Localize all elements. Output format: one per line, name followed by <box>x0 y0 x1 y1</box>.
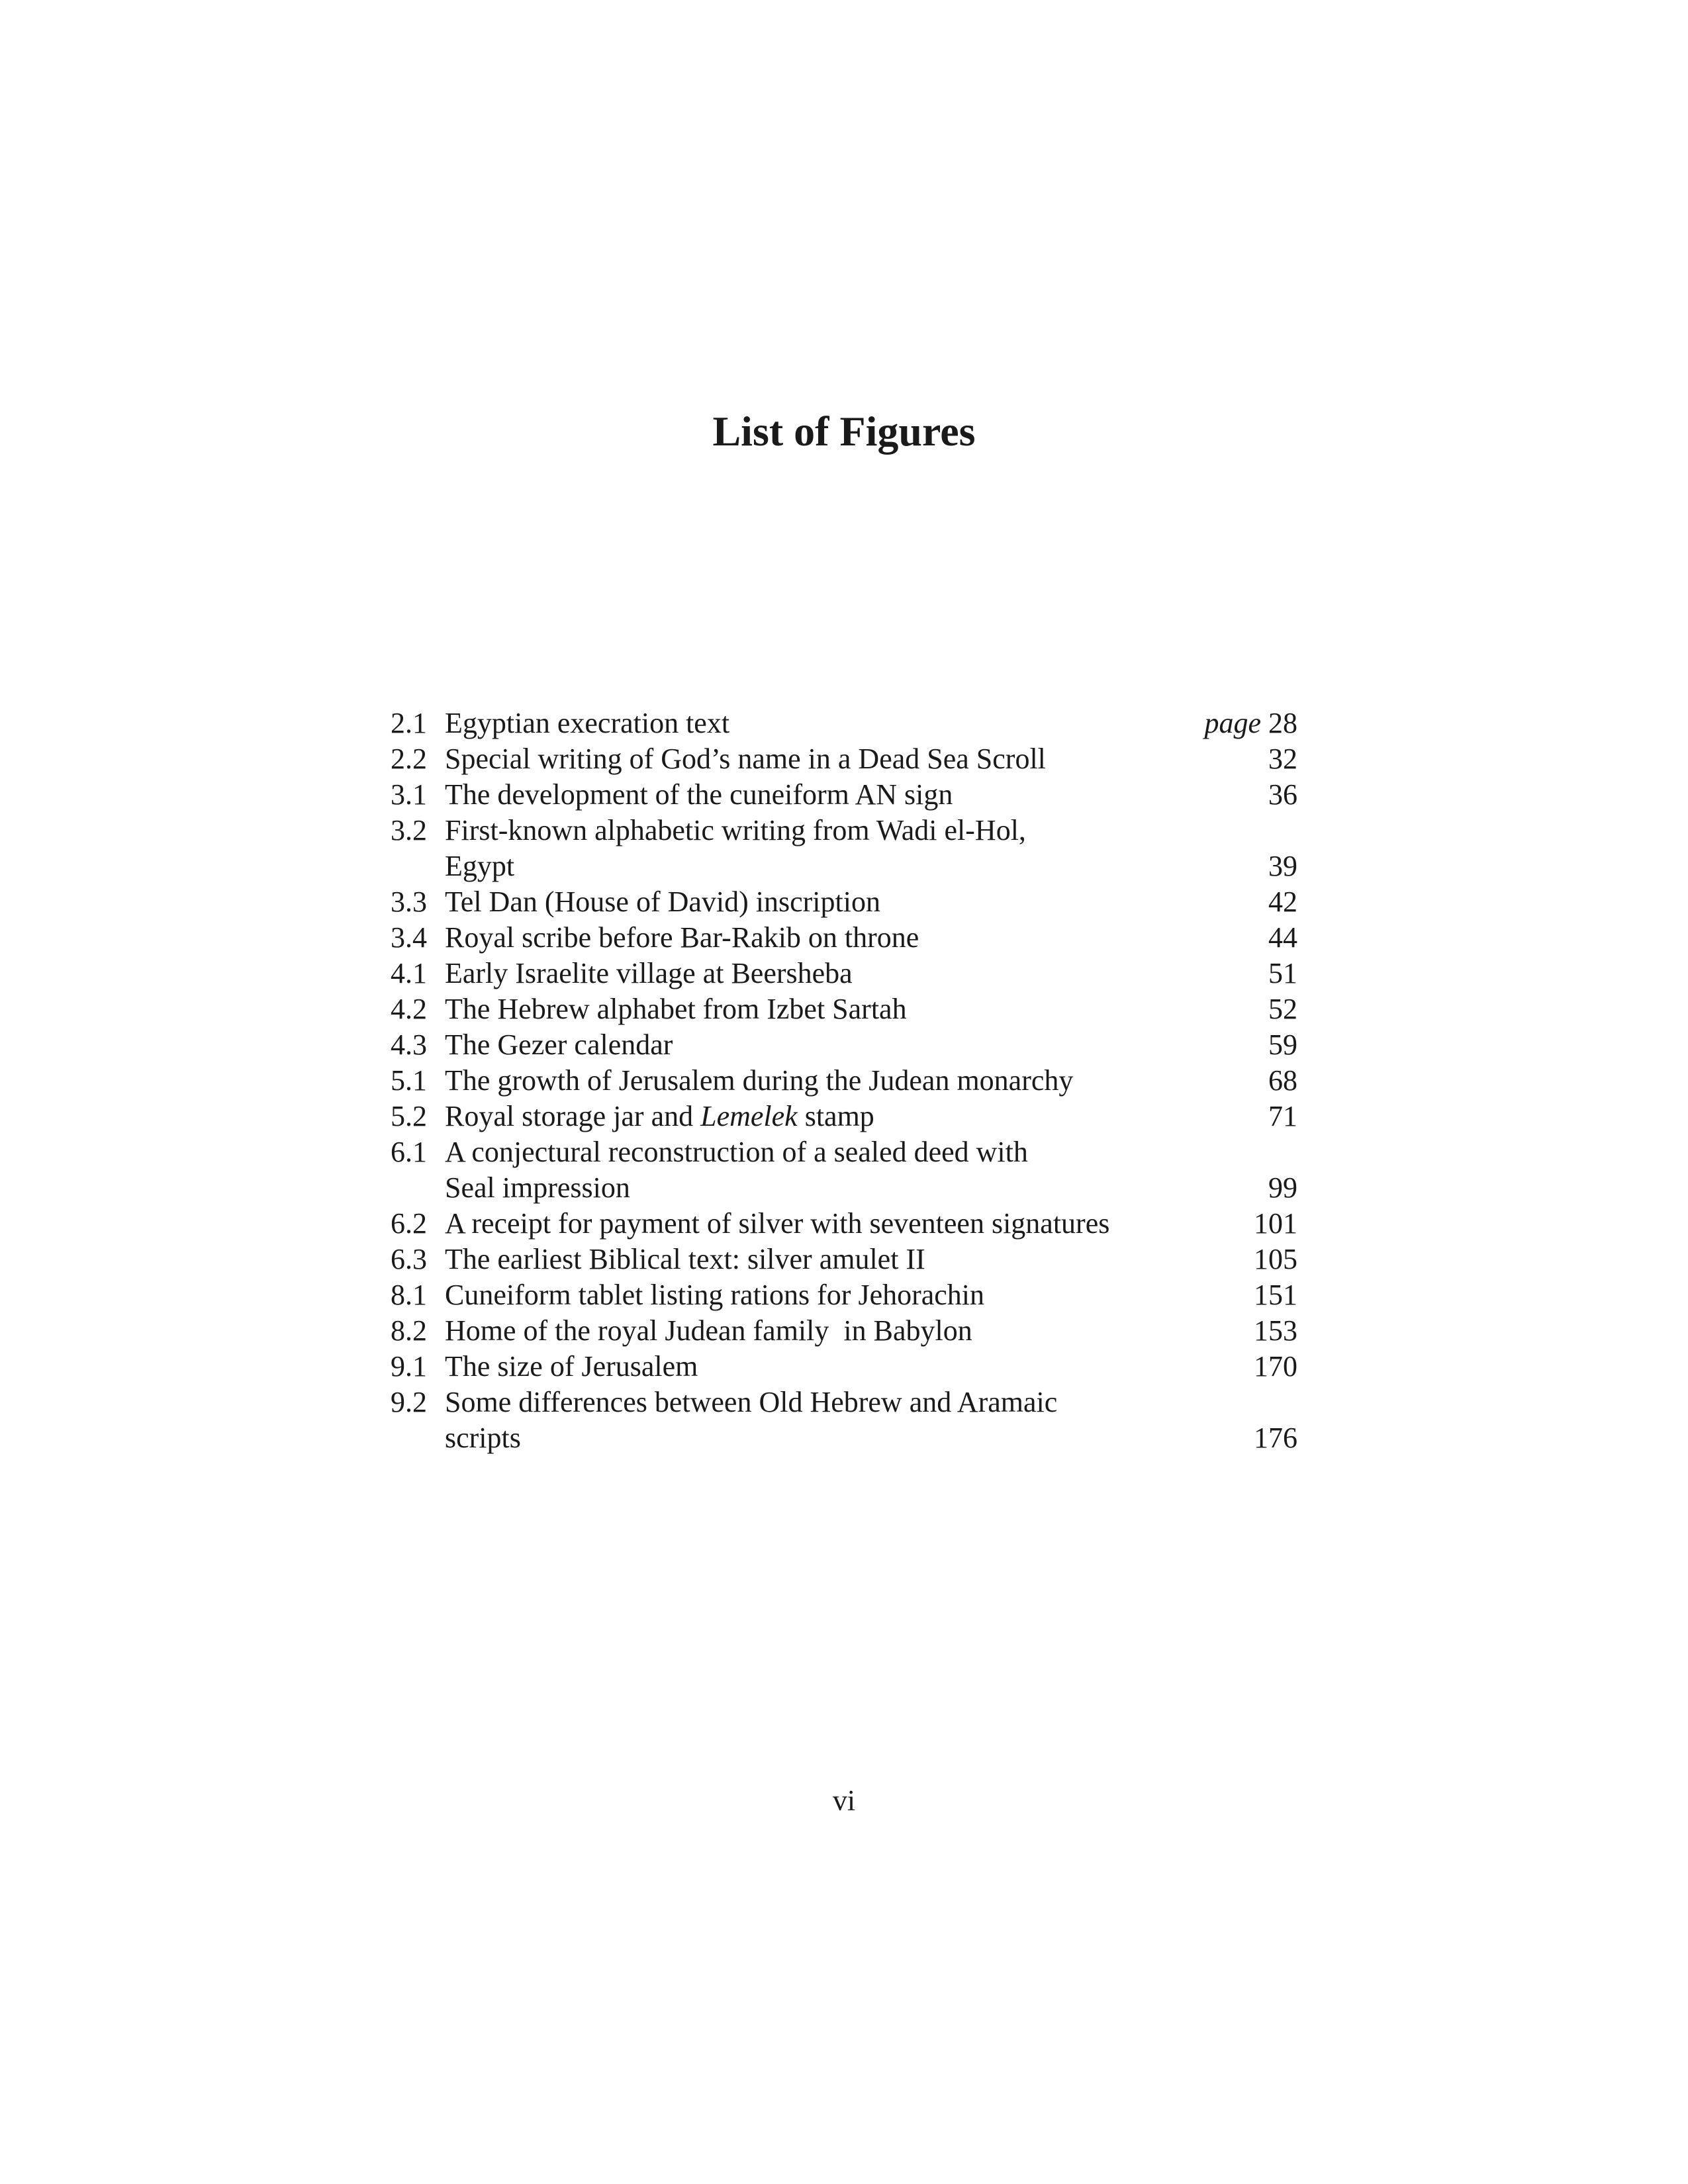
figure-title-line: The size of Jerusalem <box>445 1350 698 1383</box>
figure-entry-8-2 <box>391 1313 1297 1349</box>
figure-title-line: Special writing of God’s name in a Dead Sea Scroll <box>445 743 1046 775</box>
figure-title <box>445 777 1268 813</box>
figure-title <box>445 1134 1268 1206</box>
figure-number: 5.1 <box>391 1064 427 1097</box>
figure-page: 101 <box>1254 1207 1297 1240</box>
figure-number: 2.2 <box>391 743 427 775</box>
figure-title-line: Egypt <box>445 850 515 882</box>
figure-title-line <box>445 1099 1255 1134</box>
figure-number: 6.2 <box>391 1207 427 1240</box>
figure-page: 51 <box>1268 957 1297 989</box>
figure-title <box>445 1349 1254 1385</box>
figure-number: 3.4 <box>391 921 427 954</box>
figure-entry-3-3 <box>391 884 1297 920</box>
page-prefix: page <box>1204 707 1261 739</box>
page-number: 28 <box>1268 707 1297 739</box>
figure-entry-4-2 <box>391 991 1297 1027</box>
figure-title <box>445 1027 1268 1063</box>
title-text-before: Royal storage jar and <box>445 1100 701 1132</box>
figure-page: 153 <box>1254 1314 1297 1347</box>
figure-page: 42 <box>1268 886 1297 918</box>
figure-entry-3-1 <box>391 777 1297 813</box>
figure-page: 151 <box>1254 1279 1297 1311</box>
figure-number: 9.2 <box>391 1386 427 1418</box>
figure-page: 71 <box>1268 1100 1297 1132</box>
figure-title <box>445 884 1268 920</box>
figure-title <box>445 920 1268 956</box>
figure-title <box>445 1313 1254 1349</box>
figure-page: 32 <box>1268 743 1297 775</box>
page-folio: vi <box>832 1784 856 1817</box>
figure-title <box>445 1206 1254 1242</box>
figure-page: 68 <box>1268 1064 1297 1097</box>
figure-title-line: Royal scribe before Bar-Rakib on throne <box>445 921 919 954</box>
figure-title-line: The Gezer calendar <box>445 1028 673 1061</box>
figure-title <box>445 705 1204 741</box>
figure-title-line: Early Israelite village at Beersheba <box>445 957 853 989</box>
figure-entry-2-2 <box>391 741 1297 777</box>
figure-number: 3.3 <box>391 886 427 918</box>
figure-title-line: Home of the royal Judean family in Babylon <box>445 1314 972 1347</box>
figure-title <box>445 1277 1254 1313</box>
title-text-after: stamp <box>804 1100 874 1132</box>
figure-title-line: Cuneiform tablet listing rations for Jehorachin <box>445 1279 985 1311</box>
figure-title <box>445 741 1268 777</box>
figure-title-line: Seal impression <box>445 1171 630 1204</box>
figure-entry-3-2 <box>391 813 1297 884</box>
figure-number: 2.1 <box>391 707 427 739</box>
figure-title-line: The Hebrew alphabet from Izbet Sartah <box>445 993 907 1025</box>
figure-page: 36 <box>1268 778 1297 811</box>
figure-entry-8-1 <box>391 1277 1297 1313</box>
figure-list <box>391 705 1297 1456</box>
figure-title-line: Some differences between Old Hebrew and Aramaic <box>445 1386 1058 1418</box>
figure-title-line: The development of the cuneiform AN sign <box>445 778 953 811</box>
figure-entry-4-3 <box>391 1027 1297 1063</box>
figure-title <box>445 813 1268 884</box>
figure-title <box>445 1063 1268 1099</box>
figure-title-line: A receipt for payment of silver with seventeen signatures <box>445 1207 1110 1240</box>
figure-page: 39 <box>1268 850 1297 882</box>
figure-entry-6-1 <box>391 1134 1297 1206</box>
figure-number: 4.1 <box>391 957 427 989</box>
figure-page: 170 <box>1254 1350 1297 1383</box>
figure-entry-9-1 <box>391 1349 1297 1385</box>
figure-entry-6-3 <box>391 1242 1297 1277</box>
figure-number: 3.2 <box>391 814 427 846</box>
figure-entry-4-1 <box>391 956 1297 991</box>
figure-number: 4.2 <box>391 993 427 1025</box>
figure-title <box>445 1242 1254 1277</box>
figure-number: 4.3 <box>391 1028 427 1061</box>
figure-entry-9-2 <box>391 1385 1297 1456</box>
figure-number: 3.1 <box>391 778 427 811</box>
figure-number: 8.2 <box>391 1314 427 1347</box>
figure-number: 9.1 <box>391 1350 427 1383</box>
figure-number: 5.2 <box>391 1100 427 1132</box>
title-italic-term: Lemelek <box>700 1100 798 1132</box>
figure-page: 105 <box>1254 1243 1297 1275</box>
figure-title-line: scripts <box>445 1422 521 1454</box>
figure-title-line: First-known alphabetic writing from Wadi el-Hol, <box>445 814 1026 846</box>
figure-entry-6-2 <box>391 1206 1297 1242</box>
figure-page: 99 <box>1268 1171 1297 1204</box>
figure-title <box>445 1099 1268 1134</box>
figure-number: 6.3 <box>391 1243 427 1275</box>
figure-number: 6.1 <box>391 1136 427 1168</box>
figure-page: 176 <box>1254 1422 1297 1454</box>
figure-title-line: The growth of Jerusalem during the Judean monarchy <box>445 1064 1074 1097</box>
figure-title-line: Egyptian execration text <box>445 707 730 739</box>
figure-page: 59 <box>1268 1028 1297 1061</box>
figure-page: 52 <box>1268 993 1297 1025</box>
figure-title <box>445 956 1268 991</box>
figure-entry-2-1 <box>391 705 1297 741</box>
figure-entry-3-4 <box>391 920 1297 956</box>
figure-title <box>445 991 1268 1027</box>
figure-title-line: A conjectural reconstruction of a sealed deed with <box>445 1136 1028 1168</box>
figure-page <box>1204 705 1297 741</box>
figure-entry-5-1 <box>391 1063 1297 1099</box>
figure-title-line: Tel Dan (House of David) inscription <box>445 886 880 918</box>
figure-title <box>445 1385 1254 1456</box>
figure-title-line: The earliest Biblical text: silver amulet II <box>445 1243 925 1275</box>
figure-entry-5-2 <box>391 1099 1297 1134</box>
figure-number: 8.1 <box>391 1279 427 1311</box>
figure-page: 44 <box>1268 921 1297 954</box>
page-title: List of Figures <box>712 408 976 455</box>
